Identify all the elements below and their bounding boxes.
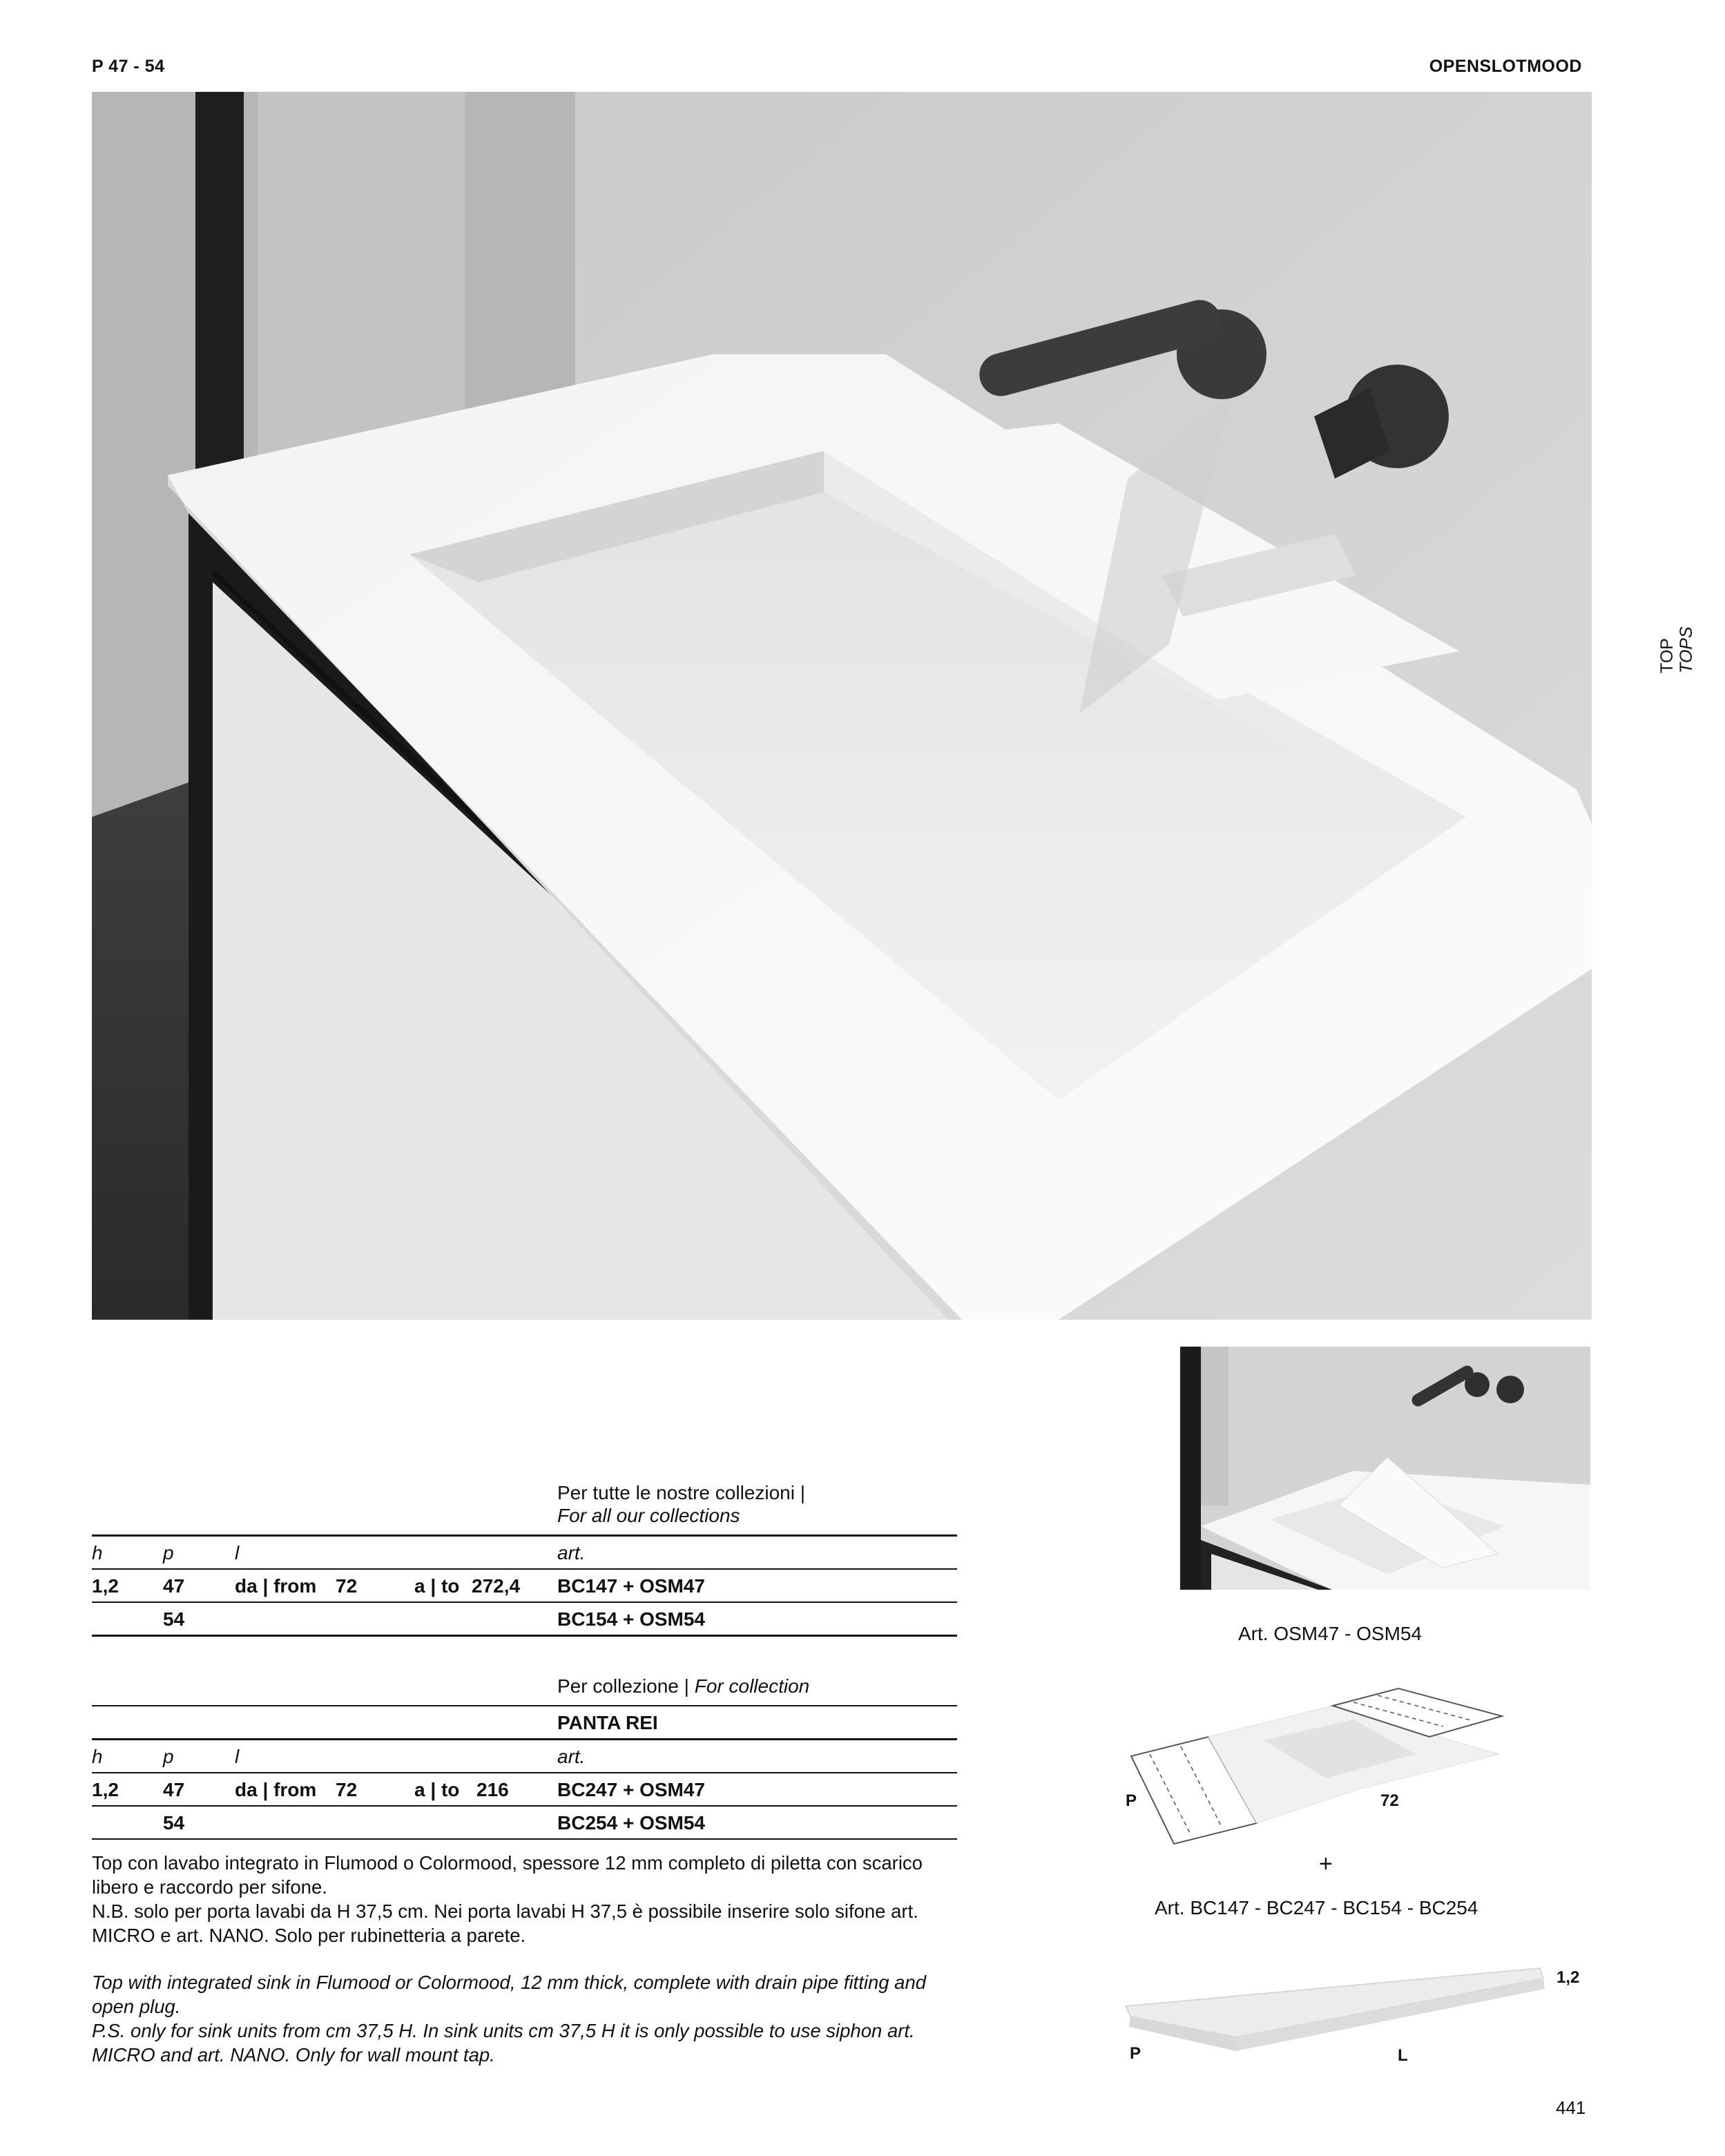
table-all-header-row [92,1537,957,1570]
table-row [92,1570,957,1603]
side-label-it: TOP [1657,638,1677,673]
slab-dim-p: P [1130,2044,1141,2063]
main-product-photo [92,92,1592,1320]
cell-p: 47 [163,1575,185,1597]
collection-name: OPENSLOTMOOD [1429,57,1582,76]
collection-title: PANTA REI [557,1712,658,1733]
table-coll-caption-en: For collection [694,1675,810,1697]
table-coll-header-row [92,1740,957,1773]
caption-bc: Art. BC147 - BC247 - BC154 - BC254 [1155,1897,1478,1918]
caption-osm: Art. OSM47 - OSM54 [1238,1623,1423,1644]
cell-l-from: da | from [235,1575,317,1597]
table-row [92,1773,957,1807]
cell-p: 47 [163,1779,185,1800]
header-l: l [235,1746,240,1767]
header-art: art. [557,1542,586,1563]
description-en-1: Top with integrated sink in Flumood or Colormood, 12 mm thick, complete with drain pipe fitting and open plug. [92,1972,927,2017]
side-label-en: TOPS [1677,626,1696,673]
cell-l-from-value: 72 [336,1779,358,1800]
cell-h: 1,2 [92,1779,119,1800]
header-p: p [163,1746,174,1767]
description-it-1: Top con lavabo integrato in Flumood o Colormood, spessore 12 mm completo di piletta con scarico libero e raccordo per sifone. [92,1852,923,1898]
cell-l-to-value: 216 [476,1779,509,1800]
table-coll-name-row [92,1706,957,1740]
plus-sign: + [1319,1851,1333,1877]
description-it-2: N.B. solo per porta lavabi da H 37,5 cm. Nei porta lavabi H 37,5 è possibile inserire solo sifone art. MICRO e art. NANO. Solo per rubinetteria a parete. [92,1900,918,1946]
table-coll-caption-it: Per collezione | [557,1675,689,1697]
cell-l-from: da | from [235,1779,317,1800]
cell-art: BC247 + OSM47 [557,1779,705,1800]
cell-l-to-value: 272,4 [472,1575,521,1597]
sink-dim-72: 72 [1380,1791,1399,1810]
cell-art: BC147 + OSM47 [557,1575,705,1597]
cell-h: 1,2 [92,1575,119,1597]
table-coll-caption [557,1675,809,1697]
table-coll-bottom-rule [92,1838,957,1840]
product-description [92,1851,957,2067]
cell-l-from-value: 72 [336,1575,358,1597]
cell-art: BC254 + OSM54 [557,1812,705,1833]
table-row [92,1603,957,1636]
detail-product-photo [1180,1347,1590,1590]
header-l: l [235,1542,240,1563]
table-all-caption-en: For all our collections [557,1505,740,1526]
sink-dim-p: P [1126,1791,1137,1810]
slab-dim-h: 1,2 [1557,1968,1580,1987]
cell-art: BC154 + OSM54 [557,1608,705,1630]
slab-drawing [1122,1958,1550,2068]
cell-l-to: a | to [414,1779,460,1800]
table-all-caption [557,1481,805,1527]
slab-dim-l: L [1398,2046,1408,2065]
cell-p: 54 [163,1608,185,1630]
table-all-caption-it: Per tutte le nostre collezioni | [557,1482,806,1503]
cell-l-to: a | to [414,1575,460,1597]
header-art: art. [557,1746,586,1767]
page-reference: P 47 - 54 [92,57,165,76]
header-h: h [92,1542,103,1563]
description-en-2: P.S. only for sink units from cm 37,5 H. In sink units cm 37,5 H it is only possible to use siphon art. MICRO and art. NANO. Only for wall mount tap. [92,2020,915,2066]
side-section-label [1657,626,1696,673]
page-number: 441 [1556,2097,1586,2118]
header-h: h [92,1746,103,1767]
sink-drawing [1126,1675,1512,1847]
table-all-bottom-rule [92,1635,957,1637]
table-row [92,1807,957,1840]
header-p: p [163,1542,174,1563]
cell-p: 54 [163,1812,185,1833]
